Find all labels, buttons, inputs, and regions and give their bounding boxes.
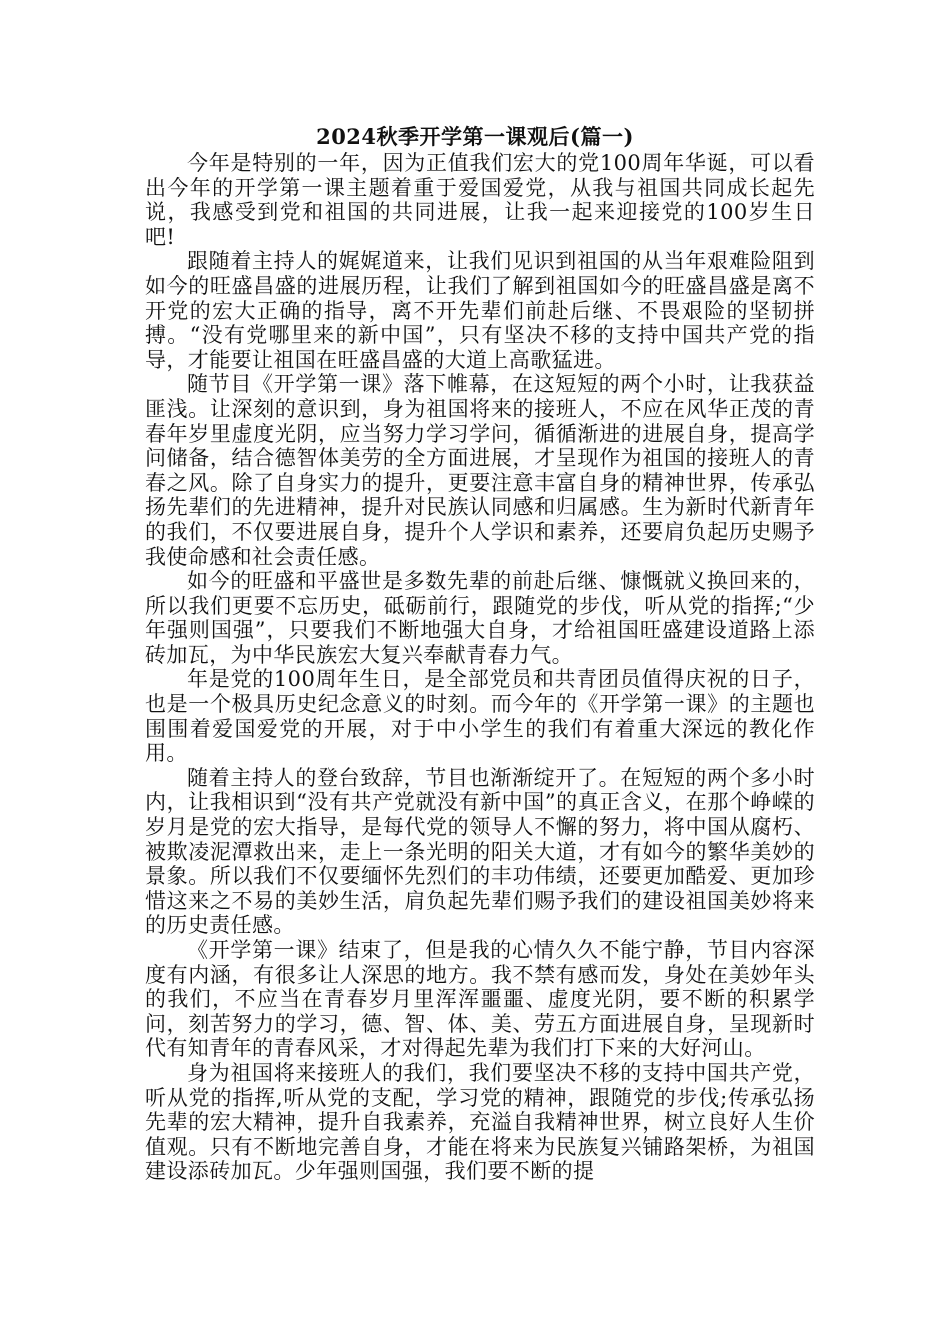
paragraph: 跟随着主持人的娓娓道来，让我们见识到祖国的从当年艰难险阻到如今的旺盛昌盛的进展历程，让我们了解到祖国如今的旺盛昌盛是离不开党的宏大正确的指导，离不开先辈们前赴后继、不畏艰险的坚韧拼搏。“没有党哪里来的新中国”，只有坚决不移的支持中国共产党的指导，才能要让祖国在旺盛昌盛的大道上高歌猛进。 xyxy=(145,249,815,372)
paragraph: 身为祖国将来接班人的我们，我们要坚决不移的支持中国共产党，听从党的指挥,听从党的支配，学习党的精神，跟随党的步伐;传承弘扬先辈的宏大精神，提升自我素养，充溢自我精神世界，树立良好人生价值观。只有不断地完善自身，才能在将来为民族复兴铺路架桥，为祖国建设添砖加瓦。少年强则国强，我们要不断的提 xyxy=(145,1060,815,1184)
paragraph: 《开学第一课》结束了，但是我的心情久久不能宁静，节目内容深度有内涵，有很多让人深思的地方。我不禁有感而发，身处在美妙年头的我们，不应当在青春岁月里浑浑噩噩、虚度光阴，要不断的积累学问，刻苦努力的学习，德、智、体、美、劳五方面进展自身，呈现新时代有知青年的青春风采，才对得起先辈为我们打下来的大好河山。 xyxy=(145,938,815,1061)
paragraph: 年是党的100周年生日，是全部党员和共青团员值得庆祝的日子，也是一个极具历史纪念意义的时刻。而今年的《开学第一课》的主题也围围着爱国爱党的开展，对于中小学生的我们有着重大深远的教化作用。 xyxy=(145,667,815,766)
document-body xyxy=(145,151,815,1184)
paragraph: 今年是特别的一年，因为正值我们宏大的党100周年华诞，可以看出今年的开学第一课主题着重于爱国爱党，从我与祖国共同成长起先说，我感受到党和祖国的共同进展，让我一起来迎接党的100岁生日吧! xyxy=(145,151,815,249)
paragraph: 如今的旺盛和平盛世是多数先辈的前赴后继、慷慨就义换回来的，所以我们更要不忘历史，砥砺前行，跟随党的步伐，听从党的指挥;“少年强则国强”，只要我们不断地强大自身，才给祖国旺盛建设道路上添砖加瓦，为中华民族宏大复兴奉献青春力气。 xyxy=(145,569,815,667)
document-title: 2024秋季开学第一课观后(篇一) xyxy=(316,124,634,149)
paragraph: 随节目《开学第一课》落下帷幕，在这短短的两个小时，让我获益匪浅。让深刻的意识到，身为祖国将来的接班人，不应在风华正茂的青春年岁里虚度光阴，应当努力学习学问，循循渐进的进展自身，提高学问储备，结合德智体美劳的全方面进展，才呈现作为祖国的接班人的青春之风。除了自身实力的提升，更要注意丰富自身的精神世界，传承弘扬先辈们的先进精神，提升对民族认同感和归属感。生为新时代新青年的我们，不仅要进展自身，提升个人学识和素养，还要肩负起历史赐予我使命感和社会责任感。 xyxy=(145,372,815,569)
paragraph: 随着主持人的登台致辞，节目也渐渐绽开了。在短短的两个多小时内，让我相识到“没有共产党就没有新中国”的真正含义，在那个峥嵘的岁月是党的宏大指导，是每代党的领导人不懈的努力，将中国从腐朽、被欺凌泥潭救出来，走上一条光明的阳关大道，才有如今的繁华美妙的景象。所以我们不仅要缅怀先烈们的丰功伟绩，还要更加酷爱、更加珍惜这来之不易的美妙生活，肩负起先辈们赐予我们的建设祖国美妙将来的历史责任感。 xyxy=(145,765,815,938)
